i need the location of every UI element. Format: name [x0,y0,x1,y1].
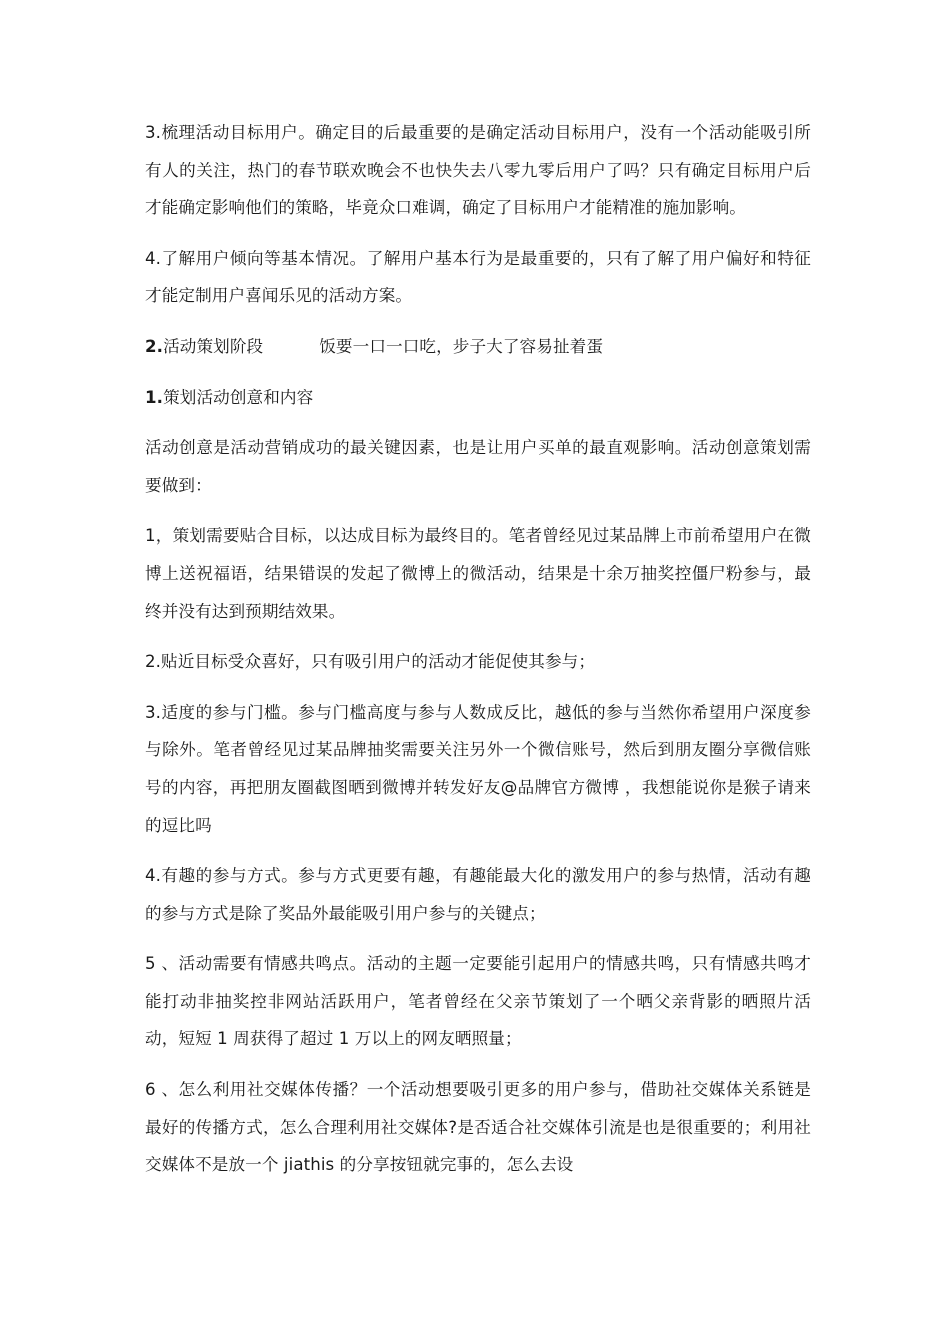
paragraph-point-4: 4.有趣的参与方式。参与方式更要有趣，有趣能最大化的激发用户的参与热情，活动有趣的参与方式是除了奖品外最能吸引用户参与的关键点； [145,866,811,923]
paragraph-point-3: 3.适度的参与门槛。参与门槛高度与参与人数成反比，越低的参与当然你希望用户深度参与除外。笔者曾经见过某品牌抽奖需要关注另外一个微信账号，然后到朋友圈分享微信账号的内容，再把朋友圈截图晒到微博并转发好友@品牌官方微博 ，我想能说你是猴子请来的逗比吗 [145,702,811,835]
paragraph-target-users: 3.梳理活动目标用户。确定目的后最重要的是确定活动目标用户，没有一个活动能吸引所有人的关注，热门的春节联欢晚会不也快失去八零九零后用户了吗？只有确定目标用户后才能确定影响他们的策略，毕竟众口难调，确定了目标用户才能精准的施加影响。 [145,123,811,218]
section-heading [145,328,811,366]
paragraph-creative-intro: 活动创意是活动营销成功的最关键因素，也是让用户买单的最直观影响。活动创意策划需要做到： [145,438,811,495]
paragraph-point-6: 6 、怎么利用社交媒体传播？一个活动想要吸引更多的用户参与，借助社交媒体关系链是最好的传播方式，怎么合理利用社交媒体?是否适合社交媒体引流是也是很重要的；利用社交媒体不是放一个 jiathis 的分享按钮就完事的，怎么去设 [145,1080,811,1175]
paragraph-point-1: 1，策划需要贴合目标，以达成目标为最终目的。笔者曾经见过某品牌上市前希望用户在微博上送祝福语，结果错误的发起了微博上的微活动，结果是十余万抽奖控僵尸粉参与，最终并没有达到预期结效果。 [145,526,811,621]
document-body [145,114,811,1197]
section-heading-subtitle: 饭要一口一口吃，步子大了容易扯着蛋 [319,336,604,356]
sub-heading [145,379,811,417]
sub-heading-title: 策划活动创意和内容 [163,387,314,407]
paragraph-user-tendency: 4.了解用户倾向等基本情况。了解用户基本行为是最重要的，只有了解了用户偏好和特征才能定制用户喜闻乐见的活动方案。 [145,248,811,306]
section-heading-title: 活动策划阶段 [163,336,264,356]
section-heading-number: 2. [145,336,164,356]
paragraph-point-5: 5 、活动需要有情感共鸣点。活动的主题一定要能引起用户的情感共鸣，只有情感共鸣才能打动非抽奖控非网站活跃用户，笔者曾经在父亲节策划了一个晒父亲背影的晒照片活动，短短 1 周获得了超过 1 万以上的网友晒照量； [145,954,811,1049]
sub-heading-number: 1. [145,387,164,407]
paragraph-point-2: 2.贴近目标受众喜好，只有吸引用户的活动才能促使其参与； [145,652,596,672]
